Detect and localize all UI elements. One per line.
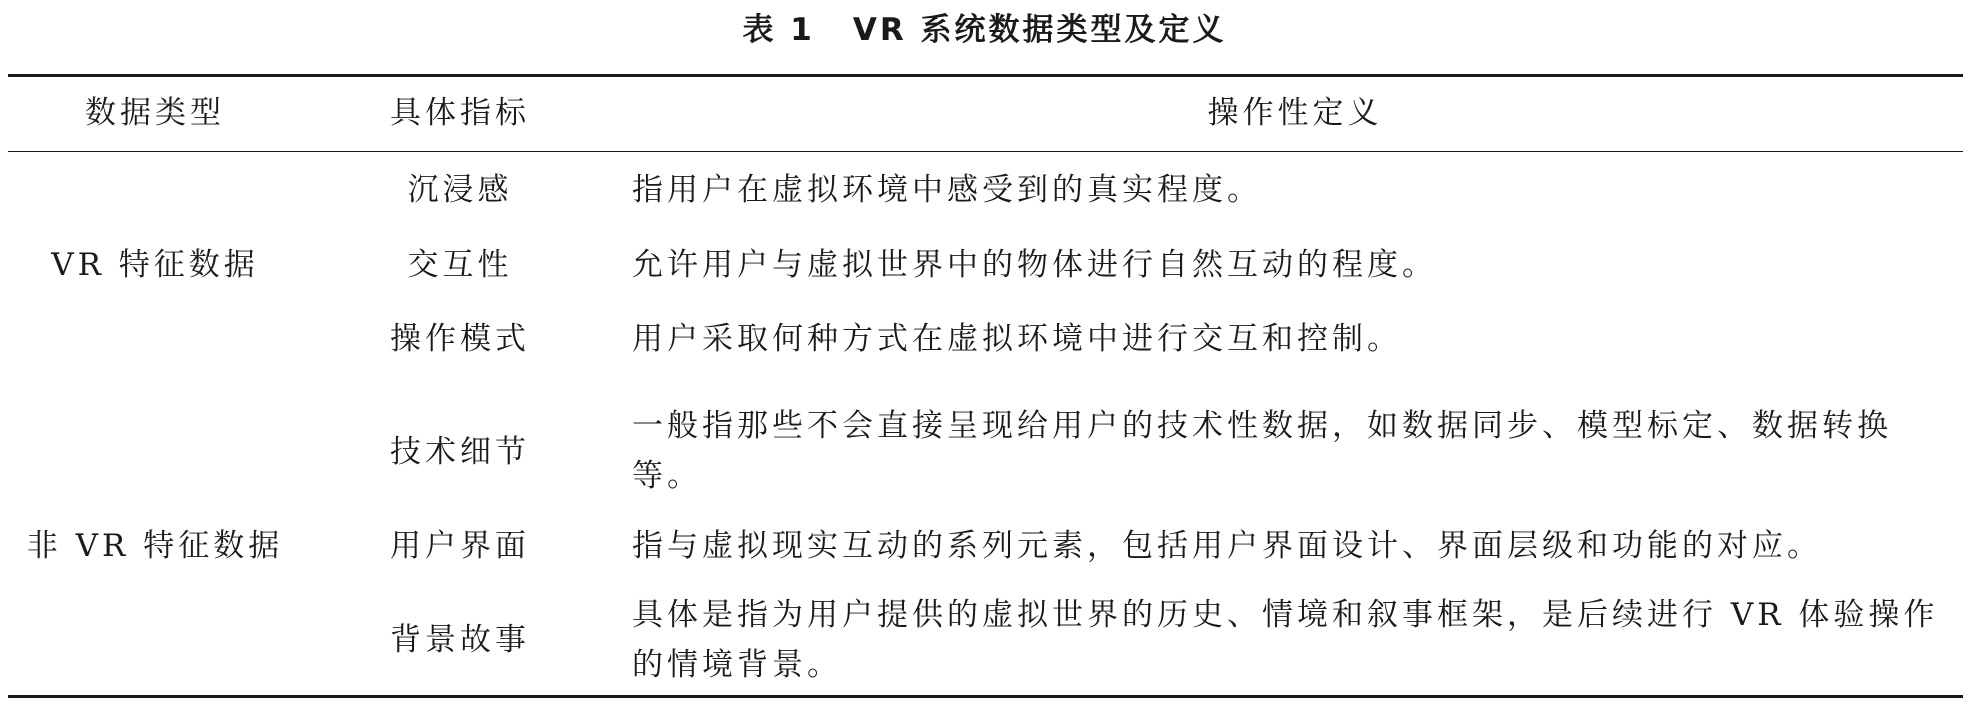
definition-cell: 用户采取何种方式在虚拟环境中进行交互和控制。 (632, 321, 1402, 357)
definition-cell: 指用户在虚拟环境中感受到的真实程度。 (632, 172, 1262, 208)
indicator-cell: 沉浸感 (407, 172, 513, 208)
table-caption-title: VR 系统数据类型及定义 (852, 12, 1227, 48)
data-type-cell-vr: VR 特征数据 (51, 247, 259, 283)
data-type-cell-non-vr: 非 VR 特征数据 (26, 528, 284, 564)
indicator-cell: 交互性 (407, 247, 513, 283)
indicator-cell: 背景故事 (390, 622, 530, 658)
definition-cell: 允许用户与虚拟世界中的物体进行自然互动的程度。 (632, 247, 1437, 283)
table-caption (0, 8, 1969, 52)
indicator-cell: 用户界面 (390, 528, 530, 564)
header-indicator: 具体指标 (390, 95, 530, 131)
header-data-type: 数据类型 (85, 95, 225, 131)
table-header-rule (8, 151, 1963, 152)
header-definition: 操作性定义 (1207, 95, 1383, 131)
indicator-cell: 技术细节 (390, 434, 530, 470)
table-caption-number: 表 1 (742, 12, 815, 48)
definition-cell: 一般指那些不会直接呈现给用户的技术性数据，如数据同步、模型标定、数据转换等。 (632, 408, 1892, 494)
definition-cell: 具体是指为用户提供的虚拟世界的历史、情境和叙事框架，是后续进行 VR 体验操作的情境背景。 (632, 597, 1939, 683)
table-bottom-rule (8, 695, 1963, 698)
indicator-cell: 操作模式 (390, 321, 530, 357)
definition-cell: 指与虚拟现实互动的系列元素，包括用户界面设计、界面层级和功能的对应。 (632, 528, 1822, 564)
table-top-rule (8, 74, 1963, 77)
